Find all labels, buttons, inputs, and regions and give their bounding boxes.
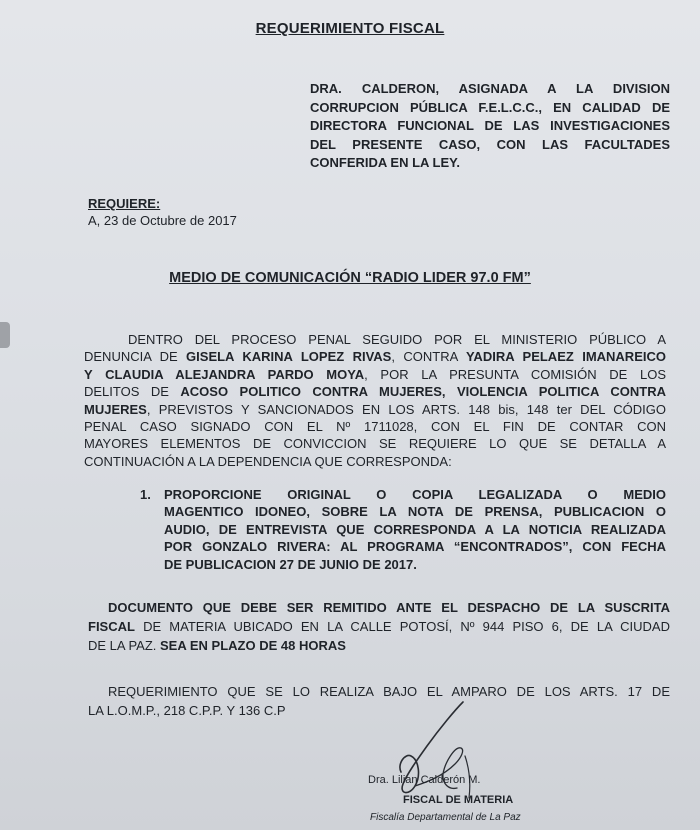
date-line: A, 23 de Octubre de 2017 [88,213,237,228]
requiere-label: REQUIERE: [88,196,161,211]
handwritten-signature [385,698,505,808]
signatory-office: Fiscalía Departamental de La Paz [370,812,521,823]
body-text: DELITOS DE [84,384,181,400]
body-text: , PREVISTOS Y SANCIONADOS EN LOS ARTS. 148 bis, 148 ter DEL CÓDIGO [146,401,666,417]
body-text: DENUNCIA DE [84,349,187,365]
header-line: CORRUPCION PÚBLICA F.E.L.C.C., EN CALIDAD DE [310,99,670,115]
header-line: DRA. CALDERON, ASIGNADA A LA DIVISION [310,81,670,96]
body-line [84,348,666,365]
document-title: REQUERIMIENTO FISCAL [255,20,445,37]
body-text: DENTRO DEL PROCESO PENAL SEGUIDO POR EL MINISTERIO PÚBLICO A [128,332,666,347]
body-line: MAYORES ELEMENTOS DE CONVICCION SE REQUIERE LO QUE SE DETALLA A [84,436,666,452]
header-line: DIRECTORA FUNCIONAL DE LAS INVESTIGACIONES [310,118,670,133]
body-line [84,401,666,418]
delivery-text: DE LA PAZ. [88,638,161,653]
closing-line: LA L.O.M.P., 218 C.P.P. Y 136 C.P [88,703,286,718]
body-text: , CONTRA [391,349,466,365]
body-line [84,331,666,348]
delivery-line [88,617,670,636]
recipient-heading: MEDIO DE COMUNICACIÓN “RADIO LIDER 97.0 FM” [169,270,531,286]
closing-paragraph [88,682,670,720]
item-line: MAGENTICO IDONEO, SOBRE LA NOTA DE PRENSA, PUBLICACION O [164,504,666,520]
header-line: DEL PRESENTE CASO, CON LAS FACULTADES [310,136,670,152]
item-text [164,486,666,573]
header-line: CONFERIDA EN LA LEY. [310,155,460,170]
body-paragraph [84,331,666,470]
signatory-title: FISCAL DE MATERIA [403,794,514,806]
delivery-text: FISCAL [88,619,135,634]
item-number: 1. [140,487,151,502]
body-line [84,366,666,383]
body-line: CONTINUACIÓN A LA DEPENDENCIA QUE CORRESPONDA: [84,453,452,469]
delivery-instructions [88,598,670,655]
body-text: , POR LA PRESUNTA COMISIÓN DE LOS [364,366,667,382]
complainant-name: GISELA KARINA LOPEZ RIVAS [186,349,392,365]
delivery-line: DOCUMENTO QUE DEBE SER REMITIDO ANTE EL DESPACHO DE LA SUSCRITA [108,600,670,615]
delivery-line [88,636,670,655]
body-line [84,383,666,400]
deadline-text: SEA EN PLAZO DE 48 HORAS [160,638,346,653]
offense-text: ACOSO POLITICO CONTRA MUJERES, VIOLENCIA POLITICA CONTRA [180,384,666,400]
header-block [310,80,670,173]
signatory-name: Dra. Lilian Calderón M. [368,774,481,786]
item-line: DE PUBLICACION 27 DE JUNIO DE 2017. [164,556,417,572]
item-line: POR GONZALO RIVERA: AL PROGRAMA “ENCONTRADOS”, CON FECHA [164,539,666,555]
item-line: AUDIO, DE ENTREVISTA QUE CORRESPONDA A LA NOTICIA REALIZADA [164,521,666,537]
item-line: PROPORCIONE ORIGINAL O COPIA LEGALIZADA O MEDIO [164,487,666,502]
body-line: PENAL CASO SIGNADO CON EL Nº 1711028, CON EL FIN DE CONTAR CON [84,419,666,435]
page-edge-shadow [0,322,10,348]
offense-text: MUJERES [84,401,147,417]
closing-line: REQUERIMIENTO QUE SE LO REALIZA BAJO EL AMPARO DE LOS ARTS. 17 DE [108,684,670,699]
accused-name: YADIRA PELAEZ IMANAREICO [465,349,666,365]
accused-name: Y CLAUDIA ALEJANDRA PARDO MOYA [84,366,365,382]
delivery-text: DE MATERIA UBICADO EN LA CALLE POTOSÍ, Nº 944 PISO 6, DE LA CIUDAD [134,619,670,634]
